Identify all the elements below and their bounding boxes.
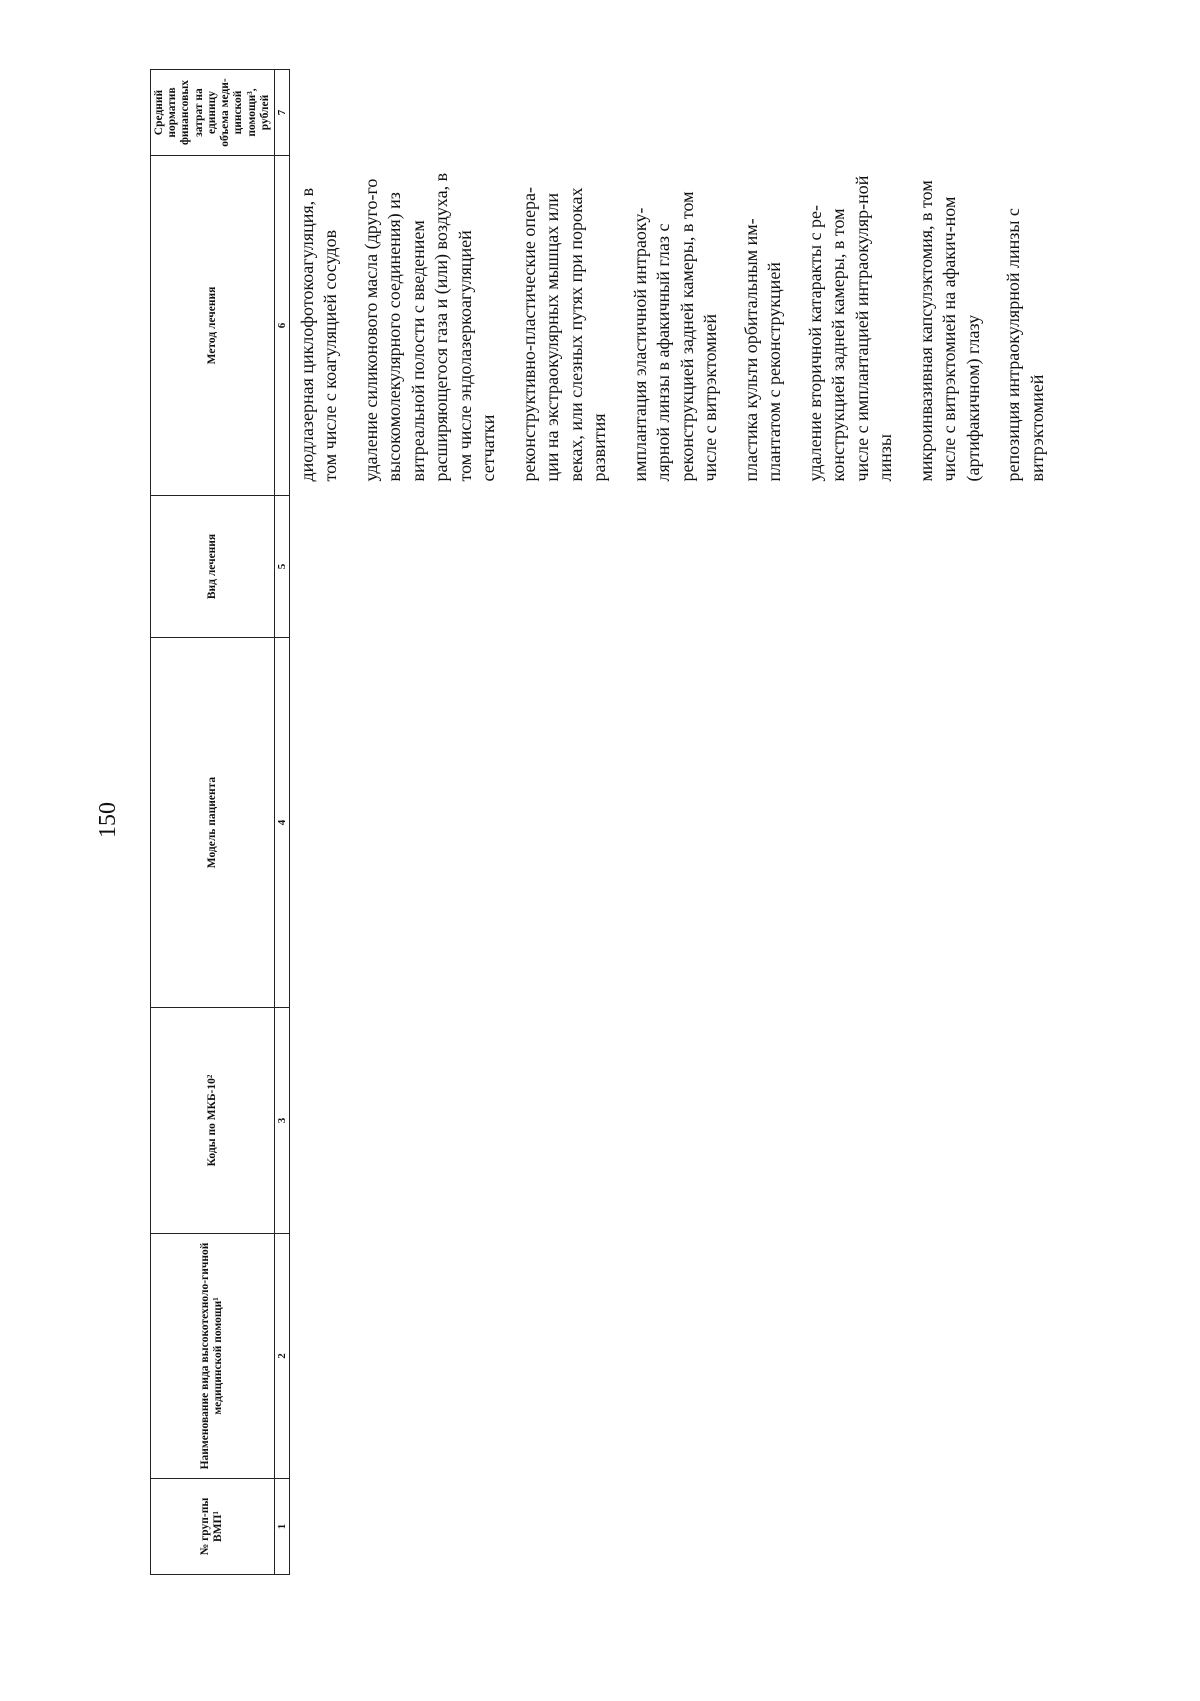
- header-vmp-name: Наименование вида высокотехноло-гичной медицинской помощи¹: [151, 1234, 275, 1479]
- column-number-row: [274, 70, 289, 1575]
- method-item: микроинвазивная капсулэктомия, в том числе с витрэктомией на афакич-ном (артифакичном) глазу: [915, 180, 983, 482]
- method-item: диодлазерная циклофотокоагуляция, в том числе с коагуляцией сосудов: [296, 187, 341, 482]
- method-item: имплантация эластичной интраоку-лярной линзы в афакичный глаз с реконструкцией задней камеры, в том числе с витрэктомией: [629, 191, 721, 482]
- column-number: 4: [274, 638, 289, 1008]
- vmp-table: [150, 69, 1200, 1575]
- column-number: 7: [274, 70, 289, 156]
- column-number: 5: [274, 496, 289, 638]
- column-number: 1: [274, 1479, 289, 1575]
- header-patient-model: Модель пациента: [151, 638, 275, 1008]
- cell-cost-norm: [289, 70, 1200, 156]
- header-icd-codes: Коды по МКБ-10²: [151, 1008, 275, 1234]
- header-treatment-method: Метод лечения: [151, 156, 275, 496]
- method-list: [290, 156, 1050, 496]
- method-item: пластика культи орбитальным им-плантатом с реконструкцией: [740, 218, 785, 482]
- method-item: репозиция интраокулярной линзы с витрэктомией: [1003, 208, 1047, 482]
- cell-vmp-name: [289, 1234, 1200, 1479]
- rotated-table-container: [150, 70, 1190, 1575]
- cell-patient-model: [289, 638, 1200, 1008]
- header-treatment-type: Вид лечения: [151, 496, 275, 638]
- header-group-number: № груп-пы ВМП¹: [151, 1479, 275, 1575]
- method-item: реконструктивно-пластические опера-ции на экстраокулярных мышцах или веках, или слезных путях при пороках развития: [518, 187, 610, 482]
- cell-group-number: [289, 1479, 1200, 1575]
- method-item: удаление силиконового масла (друго-го высокомолекулярного соединения) из витреальной полости с введением расширяющегося газа и (или) воздуха, в том числе эндолазеркоагуляцией сетчатки: [360, 172, 499, 482]
- column-number: 3: [274, 1008, 289, 1234]
- page-number: 150: [95, 802, 121, 838]
- column-number: 2: [274, 1234, 289, 1479]
- table-body-row: [289, 70, 1200, 1575]
- header-row: [151, 70, 275, 1575]
- cell-treatment-methods: [289, 156, 1200, 496]
- cell-treatment-type: [289, 496, 1200, 638]
- method-item: удаление вторичной катаракты с ре-конструкцией задней камеры, в том числе с имплантацией интраокуляр-ной линзы: [804, 175, 896, 482]
- cell-icd-codes: [289, 1008, 1200, 1234]
- column-number: 6: [274, 156, 289, 496]
- header-cost-norm: Средний норматив финансовых затрат на единицу объема меди-цинской помощи³, рублей: [151, 70, 275, 156]
